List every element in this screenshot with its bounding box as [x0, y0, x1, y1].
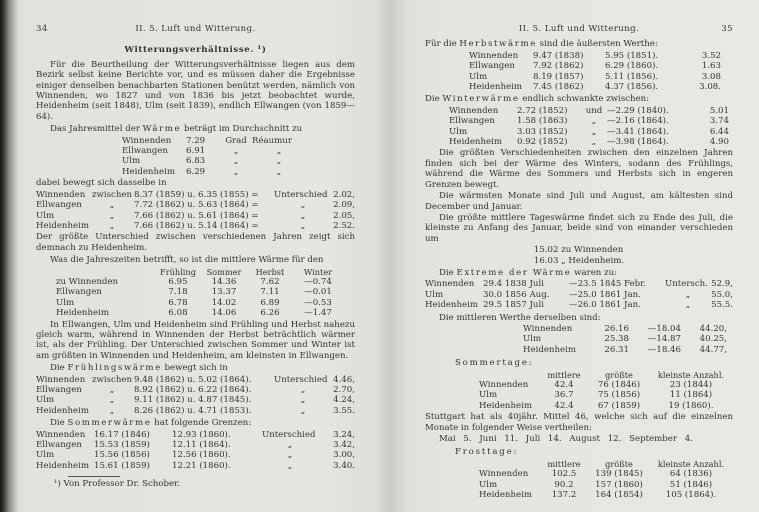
emphasized-word: Winterwärme	[442, 94, 520, 105]
cell: 14.36	[211, 276, 237, 287]
cell: „	[276, 146, 282, 157]
cell: —2.29 (1840).	[607, 105, 669, 116]
cell: „	[276, 166, 282, 177]
cell: Réaumur	[252, 135, 293, 146]
cell: 6.78	[168, 297, 188, 308]
page-right	[383, 0, 759, 512]
cell: Ulm	[479, 390, 498, 401]
cell: Winnenden	[425, 279, 475, 290]
cell: 8.26 (1862) u. 4.71 (1853).	[134, 405, 252, 416]
cell: 55.0,	[711, 289, 733, 300]
paragraph-winter-commentary: Die größten Verschiedenheiten zwischen den einzelnen Jahren finden sich bei der Wärme des Winters, sodann des Frühlings, während die Wärme des Sommers und Herbsts sich in engeren Grenzen bewegt.	[425, 148, 733, 190]
cell: Winnenden	[479, 380, 529, 390]
column-header: mittlere	[547, 458, 581, 469]
cell: 14.06	[211, 308, 237, 319]
cell: 3.08.	[699, 82, 721, 93]
intro-text: beträgt im Durchschnitt zu	[181, 124, 303, 135]
cell: Untersch.	[665, 279, 708, 290]
cell: Winnenden	[523, 323, 573, 334]
cell: 6.29	[186, 166, 206, 177]
cell: 51 (1846)	[669, 479, 713, 490]
cell: 12.93 (1860).	[172, 429, 231, 440]
paragraph-conclusion: Der größte Unterschied zwischen verschiedenen Jahren zeigt sich demnach zu Heidenheim.	[36, 232, 355, 253]
cell: —3.98 (1864).	[607, 137, 669, 148]
cell: „	[287, 440, 293, 451]
cell: Heidenheim	[122, 166, 175, 177]
cell: 3.40.	[333, 460, 355, 471]
cell: 40.25,	[699, 334, 727, 345]
cell: 1.58 (1863)	[517, 116, 568, 127]
cell: Unterschied	[262, 429, 316, 440]
cell: —14.87	[647, 334, 681, 345]
cell: 7.18	[168, 287, 188, 298]
column-header: mittlere	[547, 369, 581, 380]
running-title-left: II. 5. Luft und Witterung.	[135, 24, 256, 34]
intro-text: Die	[425, 94, 443, 105]
cell: 3.55.	[333, 405, 355, 416]
cell: 6.89	[260, 297, 280, 308]
column-header: kleinste Anzahl.	[657, 458, 725, 469]
cell: Ellwangen	[36, 200, 82, 211]
cell: Ulm	[449, 126, 468, 137]
cell: —0.01	[304, 287, 332, 298]
cell: zwischen	[91, 189, 132, 200]
cell: —0.74	[304, 276, 332, 287]
cell: Heidenheim	[479, 490, 532, 501]
cell: Ulm	[122, 156, 141, 167]
page-number-right: 35	[721, 24, 733, 34]
cell: 5.95 (1851).	[605, 50, 659, 61]
cell	[56, 267, 156, 277]
cell: 4.24,	[333, 395, 355, 406]
cell: Ellwangen	[36, 440, 82, 451]
daily-diff-line: 16.03 „ Heidenheim.	[533, 255, 625, 266]
intro-text: Die	[50, 363, 68, 374]
cell: Winnenden	[449, 105, 499, 116]
cell: Ulm	[56, 297, 75, 308]
cell: „	[109, 395, 115, 406]
paragraph-stuttgart: Stuttgart hat als 40jähr. Mittel 46, welche sich auf die einzelnen Monate in folgender Weise vertheilen:	[425, 412, 733, 433]
cell: —0.53	[304, 297, 332, 308]
cell: Ulm	[469, 71, 488, 82]
intro-text: Die	[50, 418, 68, 429]
cell: „	[300, 210, 306, 221]
cell: 3.08	[701, 71, 721, 82]
emphasized-word: Herbstwärme	[459, 39, 537, 50]
cell: Grad	[225, 135, 247, 146]
winter-intro	[425, 94, 733, 104]
cell: 6.83	[186, 156, 206, 167]
cell: Heidenheim	[523, 344, 576, 355]
cell: Winnenden	[36, 374, 86, 385]
cell: 30.0 1856 Aug.	[483, 289, 550, 300]
cell: Ulm	[523, 334, 542, 345]
summer-intro	[36, 418, 355, 428]
cell: 90.2	[554, 479, 574, 490]
paragraph-daily-extremes: Die größte mittlere Tageswärme findet sich zu Ende des Juli, die kleinste zu Anfang des Januar, beide sind von einander verschieden um	[425, 212, 733, 244]
column-header: Herbst	[255, 266, 285, 277]
cell: „	[591, 137, 597, 148]
cell: 2.02,	[333, 189, 355, 200]
cell: —18.04	[647, 323, 681, 334]
cell: Ulm	[36, 395, 55, 406]
cell: 7.29	[186, 135, 206, 146]
cell: Ulm	[425, 289, 444, 300]
annual-range-table	[36, 190, 355, 232]
cell: „	[300, 405, 306, 416]
cell: „	[591, 126, 597, 137]
autumn-table	[469, 51, 733, 93]
intro-text: Die	[439, 267, 457, 278]
cell: Unterschied	[274, 189, 328, 200]
cell: und	[585, 105, 603, 116]
means-intro: Die mittleren Werthe derselben sind:	[439, 312, 601, 323]
cell: 19 (1860).	[668, 400, 714, 411]
column-header: Winter	[303, 266, 333, 277]
cell: 2.09,	[333, 200, 355, 211]
cell: 6.08	[168, 308, 188, 319]
extremes-table	[425, 279, 733, 310]
cell: „	[109, 405, 115, 416]
cell: 16.17 (1846)	[94, 429, 150, 440]
cell: 4.37 (1856).	[605, 82, 659, 93]
cell: 4.46,	[333, 374, 355, 385]
cell: „	[233, 166, 239, 177]
cell: „	[109, 210, 115, 221]
column-header: Sommer	[206, 266, 242, 277]
cell: 2.72 (1852)	[517, 105, 568, 116]
cell: 3.00,	[333, 450, 355, 461]
cell: „	[300, 385, 306, 395]
cell: „	[287, 460, 293, 471]
annual-range-note: dabei bewegt sich dasselbe in	[36, 178, 167, 189]
cell: Heidenheim	[56, 308, 109, 319]
paragraph-warmest-months: Die wärmsten Monate sind Juli und August, am kältesten sind December und Januar.	[425, 191, 733, 212]
cell: Heidenheim	[449, 137, 502, 148]
cell: 3.74	[709, 116, 729, 127]
cell: —23.5 1845 Febr.	[569, 279, 647, 290]
cell: Winnenden	[479, 469, 529, 480]
spring-table	[36, 375, 355, 417]
cell: 7.66 (1862) u. 5.61 (1864) =	[134, 210, 259, 221]
cell: zu Winnenden	[56, 276, 119, 287]
cell: 9.48 (1862) u. 5.02 (1864).	[134, 374, 252, 385]
cell: 3.42,	[333, 440, 355, 451]
cell: 137.2	[551, 490, 577, 501]
cell: „	[300, 220, 306, 231]
section-heading-witterung: Witterungsverhältnisse. ¹)	[124, 45, 267, 56]
frost-days-heading: Frosttage:	[455, 447, 519, 458]
cell: 2.70,	[333, 385, 355, 395]
cell: Ulm	[36, 450, 55, 461]
frost-days-table	[479, 459, 733, 501]
cell: 7.66 (1862) u. 5.14 (1864) =	[134, 220, 259, 231]
emphasized-word: Wärme	[142, 124, 182, 135]
cell: 6.26	[260, 308, 280, 319]
cell: „	[685, 300, 691, 311]
cell: „	[109, 385, 115, 395]
cell: 42.4	[554, 380, 574, 390]
daily-diff-line: 15.02 zu Winnenden	[533, 245, 624, 256]
cell: „	[233, 156, 239, 167]
cell: 6.29 (1860).	[605, 61, 659, 72]
emphasized-word: Frühlingswärme	[67, 363, 162, 374]
cell: —1.47	[304, 308, 332, 319]
cell: Ulm	[36, 210, 55, 221]
cell: 26.16	[604, 323, 629, 334]
cell: 0.92 (1852)	[517, 137, 568, 148]
column-header: größte	[605, 458, 633, 469]
cell: Winnenden	[469, 50, 519, 61]
emphasized-word: Sommerwärme	[67, 418, 152, 429]
cell: 164 (1854)	[595, 490, 643, 501]
cell: Ulm	[479, 479, 498, 490]
cell: Ellwangen	[36, 385, 82, 395]
cell: „	[300, 395, 306, 406]
months-distribution: Mai 5. Juni 11. Juli 14. August 12. September 4.	[439, 434, 693, 445]
cell: 23 (1844)	[669, 380, 713, 390]
summer-days-table	[479, 370, 733, 412]
intro-text: sind die äußersten Werthe:	[536, 39, 658, 50]
emphasized-word: Extreme der Wärme	[456, 267, 572, 278]
cell: 52.9,	[711, 279, 733, 290]
cell: 42.4	[554, 400, 574, 411]
cell: 8.19 (1857)	[533, 71, 584, 82]
cell: 25.38	[604, 334, 629, 345]
cell: Unterschied	[274, 374, 328, 385]
footnote: ¹) Von Professor Dr. Schober.	[54, 479, 180, 490]
seasons-table	[56, 267, 355, 319]
cell: Ellwangen	[122, 146, 168, 157]
cell: 7.92 (1862)	[533, 61, 584, 72]
cell: 9.47 (1838)	[533, 50, 584, 61]
intro-text: bewegt sich in	[161, 363, 228, 374]
running-title-right: II. 5. Luft und Witterung.	[518, 24, 640, 34]
cell: 26.31	[604, 344, 629, 355]
spring-intro	[36, 363, 355, 373]
cell: „	[685, 289, 691, 300]
cell: Winnenden	[36, 429, 86, 440]
cell: Heidenheim	[479, 400, 532, 411]
cell: zwischen	[91, 374, 132, 385]
cell: 4.90	[709, 137, 729, 148]
seasons-intro: Was die Jahreszeiten betrifft, so ist die mittlere Wärme für den	[50, 255, 324, 266]
cell: Heidenheim	[36, 220, 89, 231]
paragraph-intro: Für die Beurtheilung der Witterungsverhältnisse liegen aus dem Bezirk selbst keine Berichte vor, und es müssen daher die Ergebnisse einiger denselben benachbarten Stationen benützt werden, nämlich von Winnenden, wo 1827 und von 1836 bis jetzt beobachtet wurde, Heidenheim (seit 1848), Ulm (seit 1839), endlich Ellwangen (von 1859—64).	[36, 59, 355, 122]
extremes-intro	[425, 268, 733, 278]
column-header: Frühling	[160, 266, 196, 277]
cell: 7.45 (1862)	[533, 82, 584, 93]
cell: 12.56 (1860).	[172, 450, 231, 461]
cell: 55.5.	[711, 300, 733, 311]
cell: Heidenheim	[469, 82, 522, 93]
cell: 139 (1845)	[595, 469, 643, 480]
annual-mean-table	[122, 136, 355, 178]
intro-text: Für die	[425, 39, 460, 50]
autumn-intro	[425, 39, 733, 49]
cell: 44.20,	[699, 323, 727, 334]
column-header: größte	[605, 369, 633, 380]
cell	[479, 370, 543, 380]
cell: Heidenheim	[36, 460, 89, 471]
cell: 102.5	[551, 469, 577, 480]
cell: „	[109, 220, 115, 231]
cell: 15.56 (1856)	[94, 450, 150, 461]
cell: 76 (1846)	[597, 380, 641, 390]
cell: 2.52.	[333, 220, 355, 231]
cell: Heidenheim	[36, 405, 89, 416]
cell: Winnenden	[36, 189, 86, 200]
cell: Ellwangen	[56, 287, 102, 298]
summer-table	[36, 430, 355, 472]
cell: 7.72 (1862) u. 5.63 (1864) =	[134, 200, 259, 211]
cell: 13.37	[211, 287, 237, 298]
cell: 105 (1864).	[665, 490, 717, 501]
cell: 15.53 (1859)	[94, 440, 150, 451]
cell: „	[300, 200, 306, 211]
summer-days-heading: Sommertage:	[455, 358, 534, 369]
cell: 6.44	[709, 126, 729, 137]
cell: 3.03 (1852)	[517, 126, 568, 137]
cell: Winnenden	[122, 135, 172, 146]
cell: 12.11 (1864).	[172, 440, 231, 451]
cell: Ellwangen	[469, 61, 515, 72]
cell: 2.05,	[333, 210, 355, 221]
cell: 67 (1859)	[597, 400, 641, 411]
page-number-left: 34	[36, 24, 48, 34]
cell: 8.92 (1862) u. 6.22 (1864).	[134, 385, 252, 395]
cell: 8.37 (1859) u. 6.35 (1855) =	[134, 189, 259, 200]
cell: —26.0 1861 Jan.	[569, 300, 641, 311]
cell: 44.77,	[699, 344, 727, 355]
cell: „	[233, 146, 239, 157]
annual-mean-intro	[36, 124, 355, 134]
cell: —18.46	[647, 344, 681, 355]
intro-text: waren zu:	[571, 267, 618, 278]
cell: „	[591, 116, 597, 127]
column-header: kleinste Anzahl.	[657, 369, 725, 380]
daily-diff-block	[425, 245, 733, 266]
cell: 75 (1856)	[597, 390, 641, 401]
cell: —2.16 (1864).	[607, 116, 669, 127]
cell: 3.24,	[333, 429, 355, 440]
cell: 3.52	[701, 50, 721, 61]
cell: Ellwangen	[449, 116, 495, 127]
cell: —25.0 1861 Jan.	[569, 289, 641, 300]
intro-text: hat folgende Grenzen:	[151, 418, 252, 429]
cell: 29.5 1857 Juli	[483, 300, 544, 311]
cell: 5.01	[709, 105, 729, 116]
cell: „	[276, 156, 282, 167]
cell: 29.4 1838 Juli	[483, 279, 544, 290]
cell	[479, 459, 543, 469]
cell: 36.7	[554, 390, 574, 401]
cell: 12.21 (1860).	[172, 460, 231, 471]
intro-text: Das Jahresmittel der	[50, 124, 143, 135]
cell: 11 (1864)	[669, 390, 713, 401]
cell: 64 (1836)	[669, 469, 713, 480]
cell: 14.02	[211, 297, 237, 308]
cell: 6.91	[186, 146, 206, 157]
means-table	[523, 324, 733, 355]
running-header-right	[425, 24, 733, 34]
running-header-left	[36, 24, 355, 34]
cell: 157 (1860)	[595, 479, 643, 490]
cell: 9.11 (1862) u. 4.87 (1845).	[134, 395, 252, 406]
winter-table	[449, 106, 733, 148]
cell: 6.95	[168, 276, 188, 287]
intro-text: endlich schwankte zwischen:	[519, 94, 650, 105]
cell: „	[109, 200, 115, 211]
footnote-rule	[68, 476, 120, 477]
cell: Heidenheim	[425, 300, 478, 311]
cell: 1.63	[701, 61, 721, 72]
paragraph-seasons-commentary: In Ellwangen, Ulm und Heidenheim sind Frühling und Herbst nahezu gleich warm, während in Winnenden der Herbst beträchtlich wärmer ist, als der Frühling. Der Unterschied zwischen Sommer und Winter ist am größten in Winnenden und Heidenheim, am kleinsten in Ellwangen.	[36, 319, 355, 361]
cell: 7.62	[260, 276, 280, 287]
cell: 5.11 (1856).	[605, 71, 659, 82]
cell: 15.61 (1859)	[94, 460, 150, 471]
cell: „	[287, 450, 293, 461]
cell: 7.11	[260, 287, 280, 298]
cell: —3.41 (1864).	[607, 126, 669, 137]
